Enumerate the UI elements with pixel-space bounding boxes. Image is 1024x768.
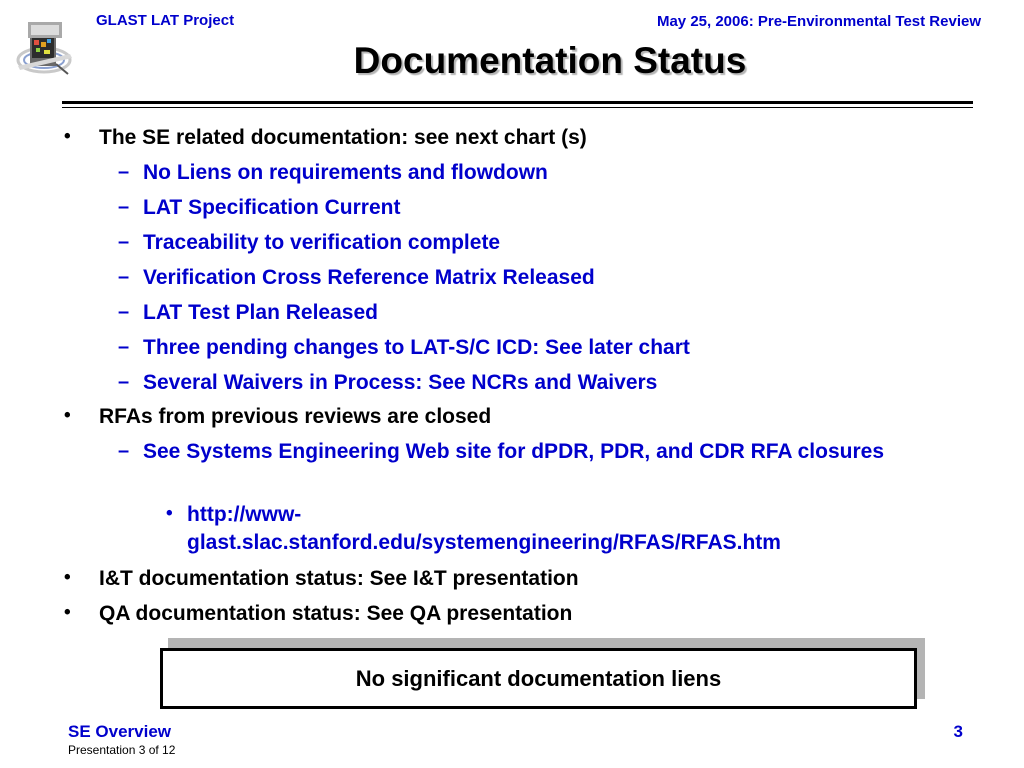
- bullet-dot-icon: •: [166, 503, 173, 524]
- bullet-it-documentation: I&T documentation status: See I&T presentation: [99, 567, 579, 590]
- title-rule-thick: [62, 101, 973, 104]
- title-rule-thin: [62, 107, 973, 108]
- dash-marker-icon: –: [118, 266, 130, 288]
- dash-marker-icon: –: [118, 161, 130, 183]
- bullet-test-plan: LAT Test Plan Released: [143, 301, 378, 324]
- footer-presentation: Presentation 3 of 12: [68, 743, 176, 757]
- page-number: 3: [953, 722, 963, 741]
- bullet-no-liens: No Liens on requirements and flowdown: [143, 161, 548, 184]
- bullet-icd-changes: Three pending changes to LAT-S/C ICD: See later chart: [143, 336, 690, 359]
- bullet-se-website: See Systems Engineering Web site for dPDR, PDR, and CDR RFA closures: [143, 440, 885, 463]
- project-name: GLAST LAT Project: [96, 12, 235, 29]
- bullet-dot-icon: •: [64, 602, 71, 623]
- dash-marker-icon: –: [118, 336, 130, 358]
- rfas-link[interactable]: http://www-glast.slac.stanford.edu/systemengineering/RFAS/RFAS.htm: [187, 503, 781, 554]
- bullet-waivers: Several Waivers in Process: See NCRs and Waivers: [143, 371, 658, 394]
- meeting-name: May 25, 2006: Pre-Environmental Test Review: [656, 13, 981, 30]
- bullet-dot-icon: •: [64, 126, 71, 147]
- bullet-qa-documentation: QA documentation status: See QA presentation: [99, 602, 573, 625]
- bullet-se-documentation: The SE related documentation: see next chart (s): [99, 126, 587, 149]
- bullet-rfas-closed: RFAs from previous reviews are closed: [99, 405, 492, 428]
- bullet-traceability: Traceability to verification complete: [143, 231, 501, 254]
- callout-text: No significant documentation liens: [355, 665, 722, 691]
- slide-title: Documentation Status: [353, 40, 747, 81]
- dash-marker-icon: –: [118, 196, 130, 218]
- footer-section: SE Overview: [68, 722, 172, 741]
- dash-marker-icon: –: [118, 301, 130, 323]
- dash-marker-icon: –: [118, 371, 130, 393]
- dash-marker-icon: –: [118, 440, 130, 462]
- bullet-lat-spec: LAT Specification Current: [143, 196, 401, 219]
- bullet-dot-icon: •: [64, 405, 71, 426]
- bullet-vcrm: Verification Cross Reference Matrix Released: [143, 266, 595, 289]
- callout-box: [160, 648, 917, 709]
- dash-marker-icon: –: [118, 231, 130, 253]
- bullet-dot-icon: •: [64, 567, 71, 588]
